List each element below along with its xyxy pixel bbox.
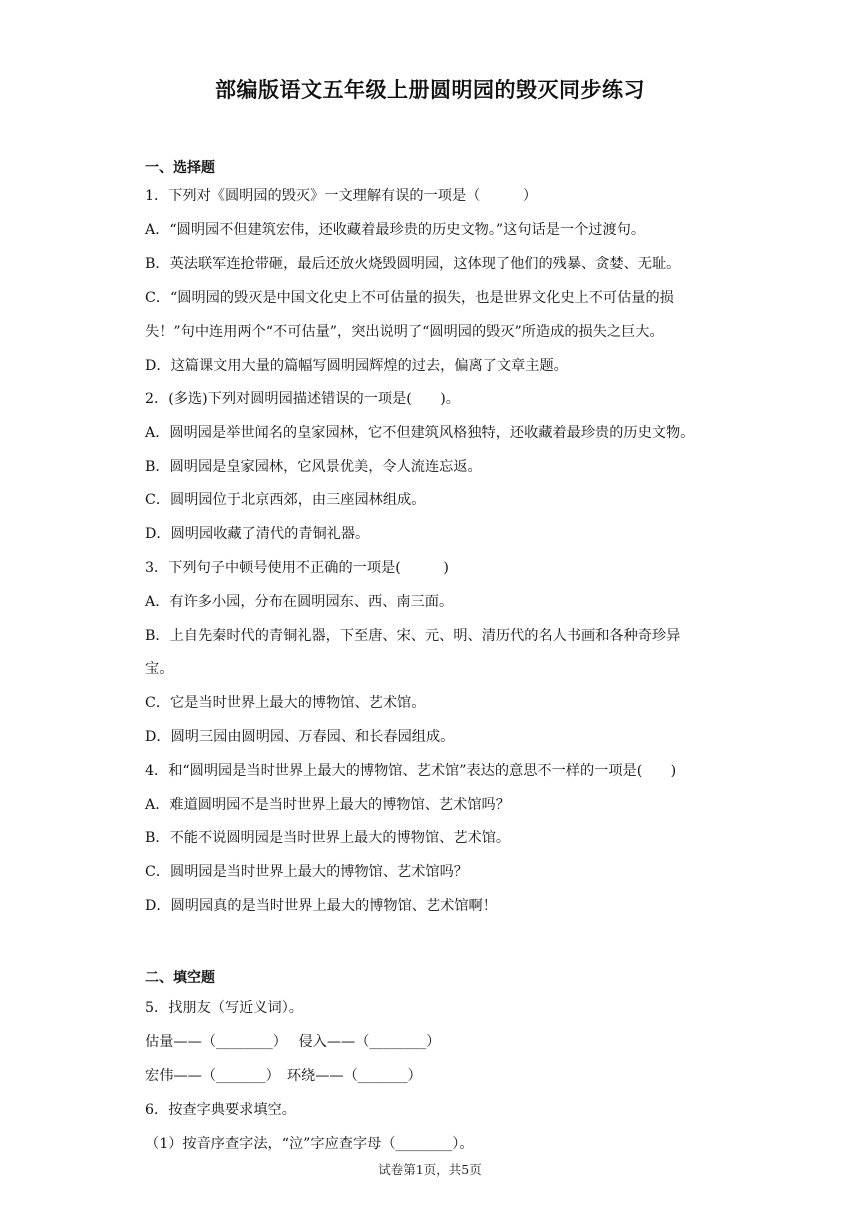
question-1-option-b: B．英法联军连抢带砸，最后还放火烧毁圆明园，这体现了他们的残暴、贪婪、无耻。 [145, 256, 681, 272]
question-3-option-c: C．它是当时世界上最大的博物馆、艺术馆。 [145, 695, 426, 711]
question-3-option-d: D．圆明三园由圆明园、万春园、和长春园组成。 [145, 729, 455, 745]
question-2-option-c: C．圆明园位于北京西郊，由三座园林组成。 [145, 492, 426, 508]
question-2-option-b: B．圆明园是皇家园林，它风景优美，令人流连忘返。 [145, 459, 482, 475]
page-title: 部编版语文五年级上册圆明园的毁灭同步练习 [215, 78, 645, 102]
question-3-option-a: A．有许多小园，分布在圆明园东、西、南三面。 [145, 594, 454, 610]
question-3-option-b-line1: B．上自先秦时代的青铜礼器，下至唐、宋、元、明、清历代的名人书画和各种奇珍异 [145, 628, 681, 644]
section-heading-choice: 一、选择题 [145, 160, 215, 176]
question-4-option-a: A．难道圆明园不是当时世界上最大的博物馆、艺术馆吗？ [145, 797, 510, 813]
question-3: 3．下列句子中顿号使用不正确的一项是( ) [145, 560, 449, 576]
question-1-option-d: D．这篇课文用大量的篇幅写圆明园辉煌的过去，偏离了文章主题。 [145, 358, 568, 374]
section-heading-fill: 二、填空题 [145, 970, 215, 986]
question-4: 4．和“圆明园是当时世界上最大的博物馆、艺术馆”表达的意思不一样的一项是( ) [145, 763, 677, 779]
question-6-part-1: （1）按音序查字法，“泣”字应查字母（________）。 [145, 1136, 474, 1152]
question-4-option-c: C．圆明园是当时世界上最大的博物馆、艺术馆吗？ [145, 864, 468, 880]
question-5: 5．找朋友（写近义词）。 [145, 1000, 303, 1016]
question-1-option-a: A．“圆明园不但建筑宏伟，还收藏着最珍贵的历史文物。”这句话是一个过渡句。 [145, 222, 646, 238]
question-2: 2．(多选)下列对圆明园描述错误的一项是( )。 [145, 391, 460, 407]
question-4-option-d: D．圆明园真的是当时世界上最大的博物馆、艺术馆啊！ [145, 898, 497, 914]
question-5-row-1: 估量——（________） 侵入——（________） [145, 1034, 441, 1050]
question-6: 6．按查字典要求填空。 [145, 1102, 296, 1118]
question-5-row-2: 宏伟——（_______） 环绕——（_______） [145, 1068, 422, 1084]
question-3-option-b-line2: 宝。 [145, 661, 174, 677]
question-2-option-d: D．圆明园收藏了清代的青铜礼器。 [145, 526, 370, 542]
page-footer: 试卷第1页，共5页 [378, 1162, 482, 1177]
question-4-option-b: B．不能不说圆明园是当时世界上最大的博物馆、艺术馆。 [145, 830, 511, 846]
question-2-option-a: A．圆明园是举世闻名的皇家园林，它不但建筑风格独特，还收藏着最珍贵的历史文物。 [145, 425, 695, 441]
question-1-option-c-line2: 失！”句中连用两个“不可估量”，突出说明了“圆明园的毁灭”所造成的损失之巨大。 [145, 324, 664, 340]
question-1: 1．下列对《圆明园的毁灭》一文理解有误的一项是（ ） [145, 188, 538, 204]
question-1-option-c-line1: C．“圆明园的毁灭是中国文化史上不可估量的损失，也是世界文化史上不可估量的损 [145, 290, 674, 306]
